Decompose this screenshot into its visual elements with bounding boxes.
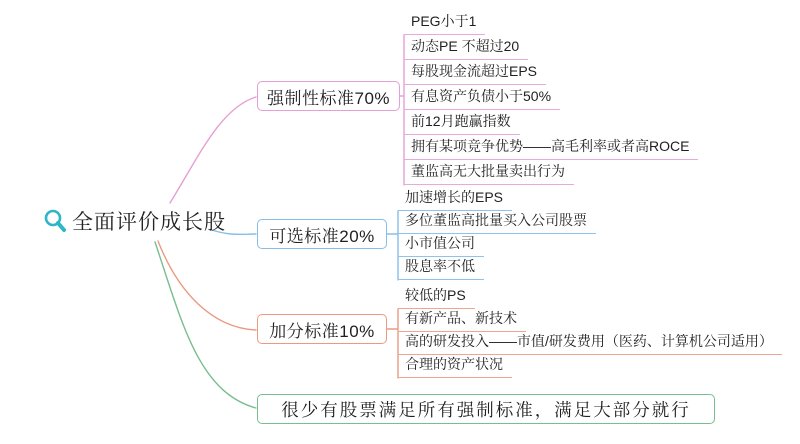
branch-label: 加分标准10% xyxy=(269,321,375,341)
child-item[interactable]: 每股现金流超过EPS xyxy=(404,60,546,85)
branch-node-optional[interactable] xyxy=(257,219,387,249)
spine-branch-3 xyxy=(387,309,398,378)
branch-3-children xyxy=(398,286,782,378)
branch-node-bonus[interactable] xyxy=(257,314,387,344)
curve-root-to-branch-1 xyxy=(170,97,256,203)
child-item[interactable]: 有新产品、新技术 xyxy=(398,309,526,332)
child-item[interactable]: 合理的资产状况 xyxy=(398,355,512,378)
branch-label: 强制性标准70% xyxy=(266,88,391,108)
child-item[interactable]: 高的研发投入——市值/研发费用（医药、计算机公司适用） xyxy=(398,332,782,355)
branch-1-children xyxy=(404,10,698,185)
search-icon xyxy=(42,208,68,234)
child-item[interactable]: 董监高无大批量卖出行为 xyxy=(404,160,574,185)
spine-branch-2 xyxy=(387,211,398,280)
child-item[interactable]: 较低的PS xyxy=(398,286,475,309)
child-item[interactable]: 前12月跑赢指数 xyxy=(404,110,520,135)
child-item[interactable]: 多位董监高批量买入公司股票 xyxy=(398,211,596,234)
child-item[interactable]: 小市值公司 xyxy=(398,234,484,257)
child-item[interactable]: 有息资产负债小于50% xyxy=(404,85,560,110)
branch-2-children xyxy=(398,188,596,280)
child-item[interactable]: PEG小于1 xyxy=(404,10,485,35)
branch-label: 可选标准20% xyxy=(269,226,375,246)
child-item[interactable]: 股息率不低 xyxy=(398,257,484,280)
root-node[interactable] xyxy=(42,205,226,237)
child-item[interactable]: 拥有某项竞争优势——高毛利率或者高ROCE xyxy=(404,135,698,160)
curve-root-to-branch-3 xyxy=(158,241,256,330)
child-item[interactable]: 加速增长的EPS xyxy=(398,188,512,211)
branch-node-mandatory[interactable] xyxy=(257,81,400,111)
root-label: 全面评价成长股 xyxy=(72,211,226,234)
branch-node-note[interactable] xyxy=(257,394,715,424)
child-item[interactable]: 动态PE 不超过20 xyxy=(404,35,528,60)
branch-label: 很少有股票满足所有强制标准，满足大部分就行 xyxy=(281,399,691,420)
